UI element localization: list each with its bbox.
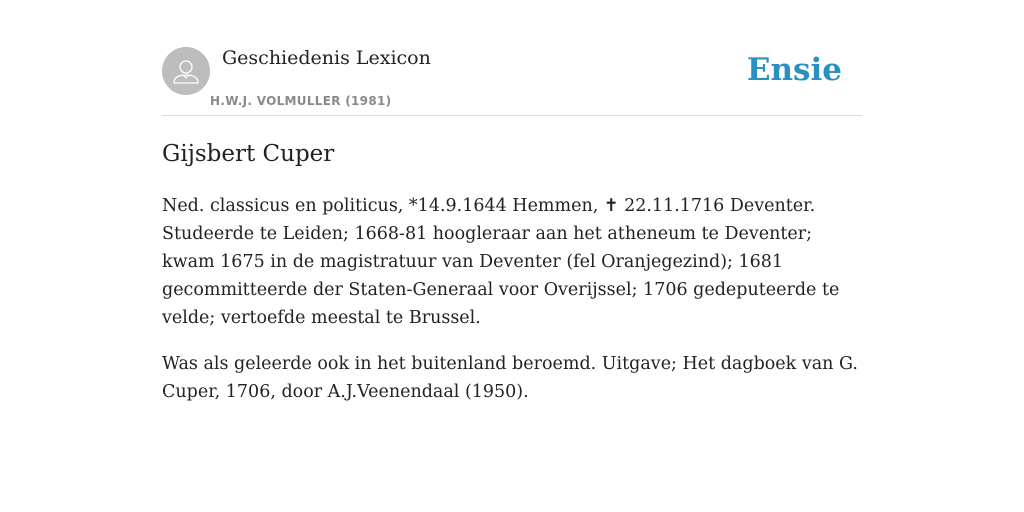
content-container xyxy=(162,0,862,402)
brand-logo[interactable]: Ensie xyxy=(746,52,842,88)
entry-paragraph: Ned. classicus en politicus, *14.9.1644 Hemmen, ✝ 22.11.1716 Deventer. Studeerde te Leiden; 1668-81 hoogleraar aan het atheneum te Deventer; kwam 1675 in de magistratuur van Deventer (fel Oranjegezind); 1681 gecommitteerde der Staten-Generaal voor Overijssel; 1706 gedeputeerde te velde; vertoefde meestal te Brussel. xyxy=(162,196,840,328)
entry-title: Gijsbert Cuper xyxy=(162,141,335,167)
source-header xyxy=(162,0,862,116)
source-title[interactable]: Geschiedenis Lexicon xyxy=(222,47,431,69)
entry-paragraph: Was als geleerde ook in het buitenland beroemd. Uitgave; Het dagboek van G. Cuper, 1706, door A.J.Veenendaal (1950). xyxy=(162,354,858,402)
user-silhouette-icon[interactable] xyxy=(162,47,210,95)
source-author[interactable]: H.W.J. VOLMULLER (1981) xyxy=(210,94,392,108)
entry-body xyxy=(162,192,862,424)
